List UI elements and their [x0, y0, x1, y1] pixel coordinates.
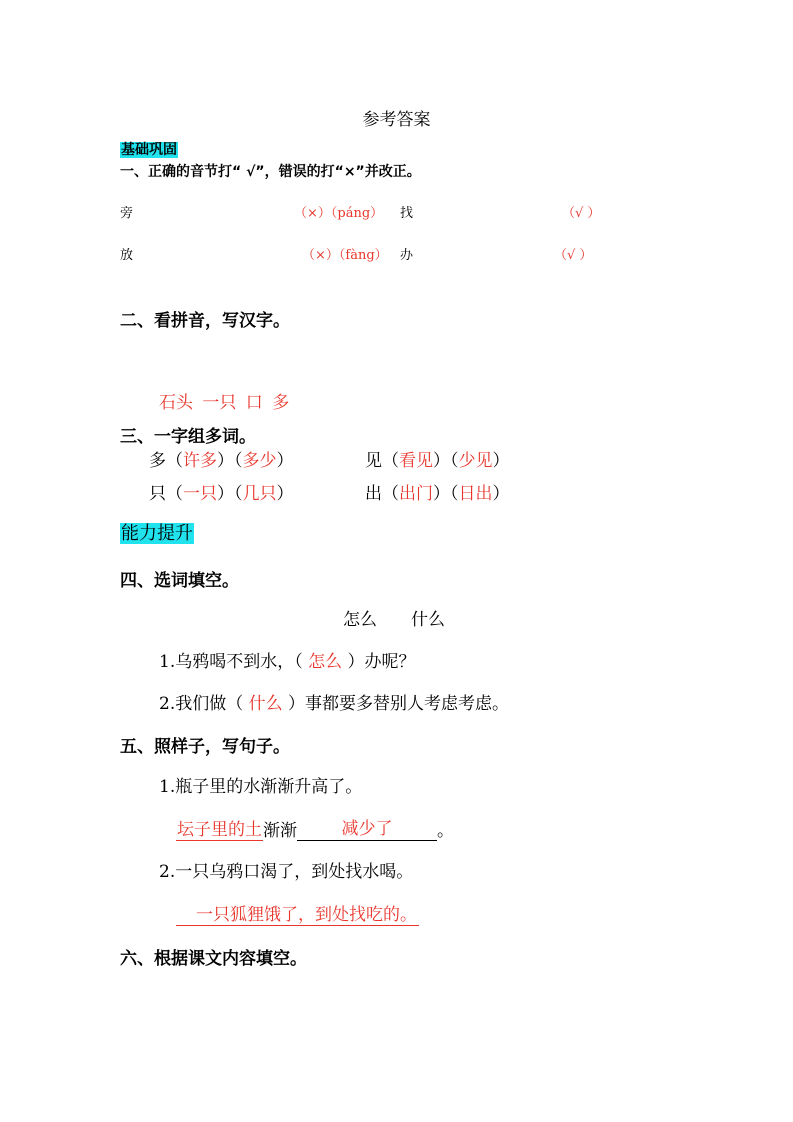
q1-row2-char-right: 办: [400, 248, 414, 263]
q3-item-2-char: 见: [365, 451, 382, 471]
q4-sentence-2: [159, 689, 509, 714]
q1-row2-char-left: 放: [120, 248, 134, 263]
q5-example-2: 2.一只乌鸦口渴了，到处找水喝。: [159, 862, 414, 882]
q3-item-4-char: 出: [365, 484, 382, 504]
q1-row1-char-left: 旁: [120, 206, 134, 221]
q3-item-2-answer-1: 看见: [399, 451, 433, 471]
q4-heading: 四、选词填空。: [120, 571, 239, 591]
q5-answer-2-wrap: [176, 900, 419, 926]
q1-row1-answer-left: （×）（páng）: [294, 206, 384, 221]
q4-s1-pre: 1.乌鸦喝不到水，（: [159, 652, 309, 672]
q1-row2-answer-right: （√ ）: [554, 248, 593, 263]
page-title: 参考答案: [362, 110, 431, 130]
q3-item-3-answer-1: 一只: [183, 484, 217, 504]
q3-item-1: 多（许多）（多少）: [149, 451, 294, 471]
q4-options: 怎么 什么: [343, 610, 445, 630]
q5-example-1: 1.瓶子里的水渐渐升高了。: [159, 777, 363, 797]
q3-item-1-answer-2: 多少: [242, 451, 277, 471]
q4-s1-answer: 怎么: [308, 652, 343, 672]
q3-item-3-char: 只: [149, 484, 166, 504]
q3-item-4: 出（出门）（日出）: [365, 484, 510, 504]
q3-item-2: 见（看见）（少见）: [365, 451, 510, 471]
section-basic: [120, 139, 178, 159]
q5-answer-1-part2: 减少了: [297, 818, 437, 841]
section-ability-label: 能力提升: [121, 523, 193, 544]
q2-answer: 石头 一只 口 多: [159, 393, 290, 413]
q3-heading: 三、一字组多词。: [120, 427, 256, 447]
section-ability: [120, 519, 194, 545]
q3-item-2-answer-2: 少见: [458, 451, 493, 471]
q1-row1-char-right: 找: [400, 206, 414, 221]
section-basic-label: 基础巩固: [121, 142, 177, 158]
q5-answer-1: [176, 815, 454, 841]
q5-answer-1-mid: 渐渐: [263, 821, 297, 841]
q3-item-3: 只（一只）（几只）: [149, 484, 294, 504]
q4-sentence-1: [159, 647, 416, 672]
q3-item-3-answer-2: 几只: [242, 484, 277, 504]
q3-item-1-answer-1: 许多: [183, 451, 217, 471]
q5-answer-1-part1: 坛子里的土: [176, 815, 263, 841]
q1-row1-answer-right: （√ ）: [562, 206, 601, 221]
q4-s2-answer: 什么: [248, 694, 283, 714]
q5-answer-2: 一只狐狸饿了，到处找吃的。: [176, 900, 419, 926]
q3-item-4-answer-1: 出门: [399, 484, 433, 504]
q6-heading: 六、根据课文内容填空。: [120, 949, 307, 969]
q1-heading: 一、正确的音节打“ √”，错误的打“×”并改正。: [120, 164, 421, 180]
q4-s2-pre: 2.我们做（: [159, 694, 249, 714]
q5-answer-1-end: 。: [437, 821, 454, 841]
q2-heading: 二、看拼音，写汉字。: [120, 311, 290, 331]
q5-heading: 五、照样子，写句子。: [120, 737, 290, 757]
q4-s1-post: ）办呢？: [342, 652, 416, 672]
q3-item-1-char: 多: [149, 451, 166, 471]
q4-s2-post: ）事都要多替别人考虑考虑。: [282, 694, 510, 714]
q1-row2-answer-left: （×）（fàng）: [302, 248, 388, 263]
q3-item-4-answer-2: 日出: [458, 484, 493, 504]
